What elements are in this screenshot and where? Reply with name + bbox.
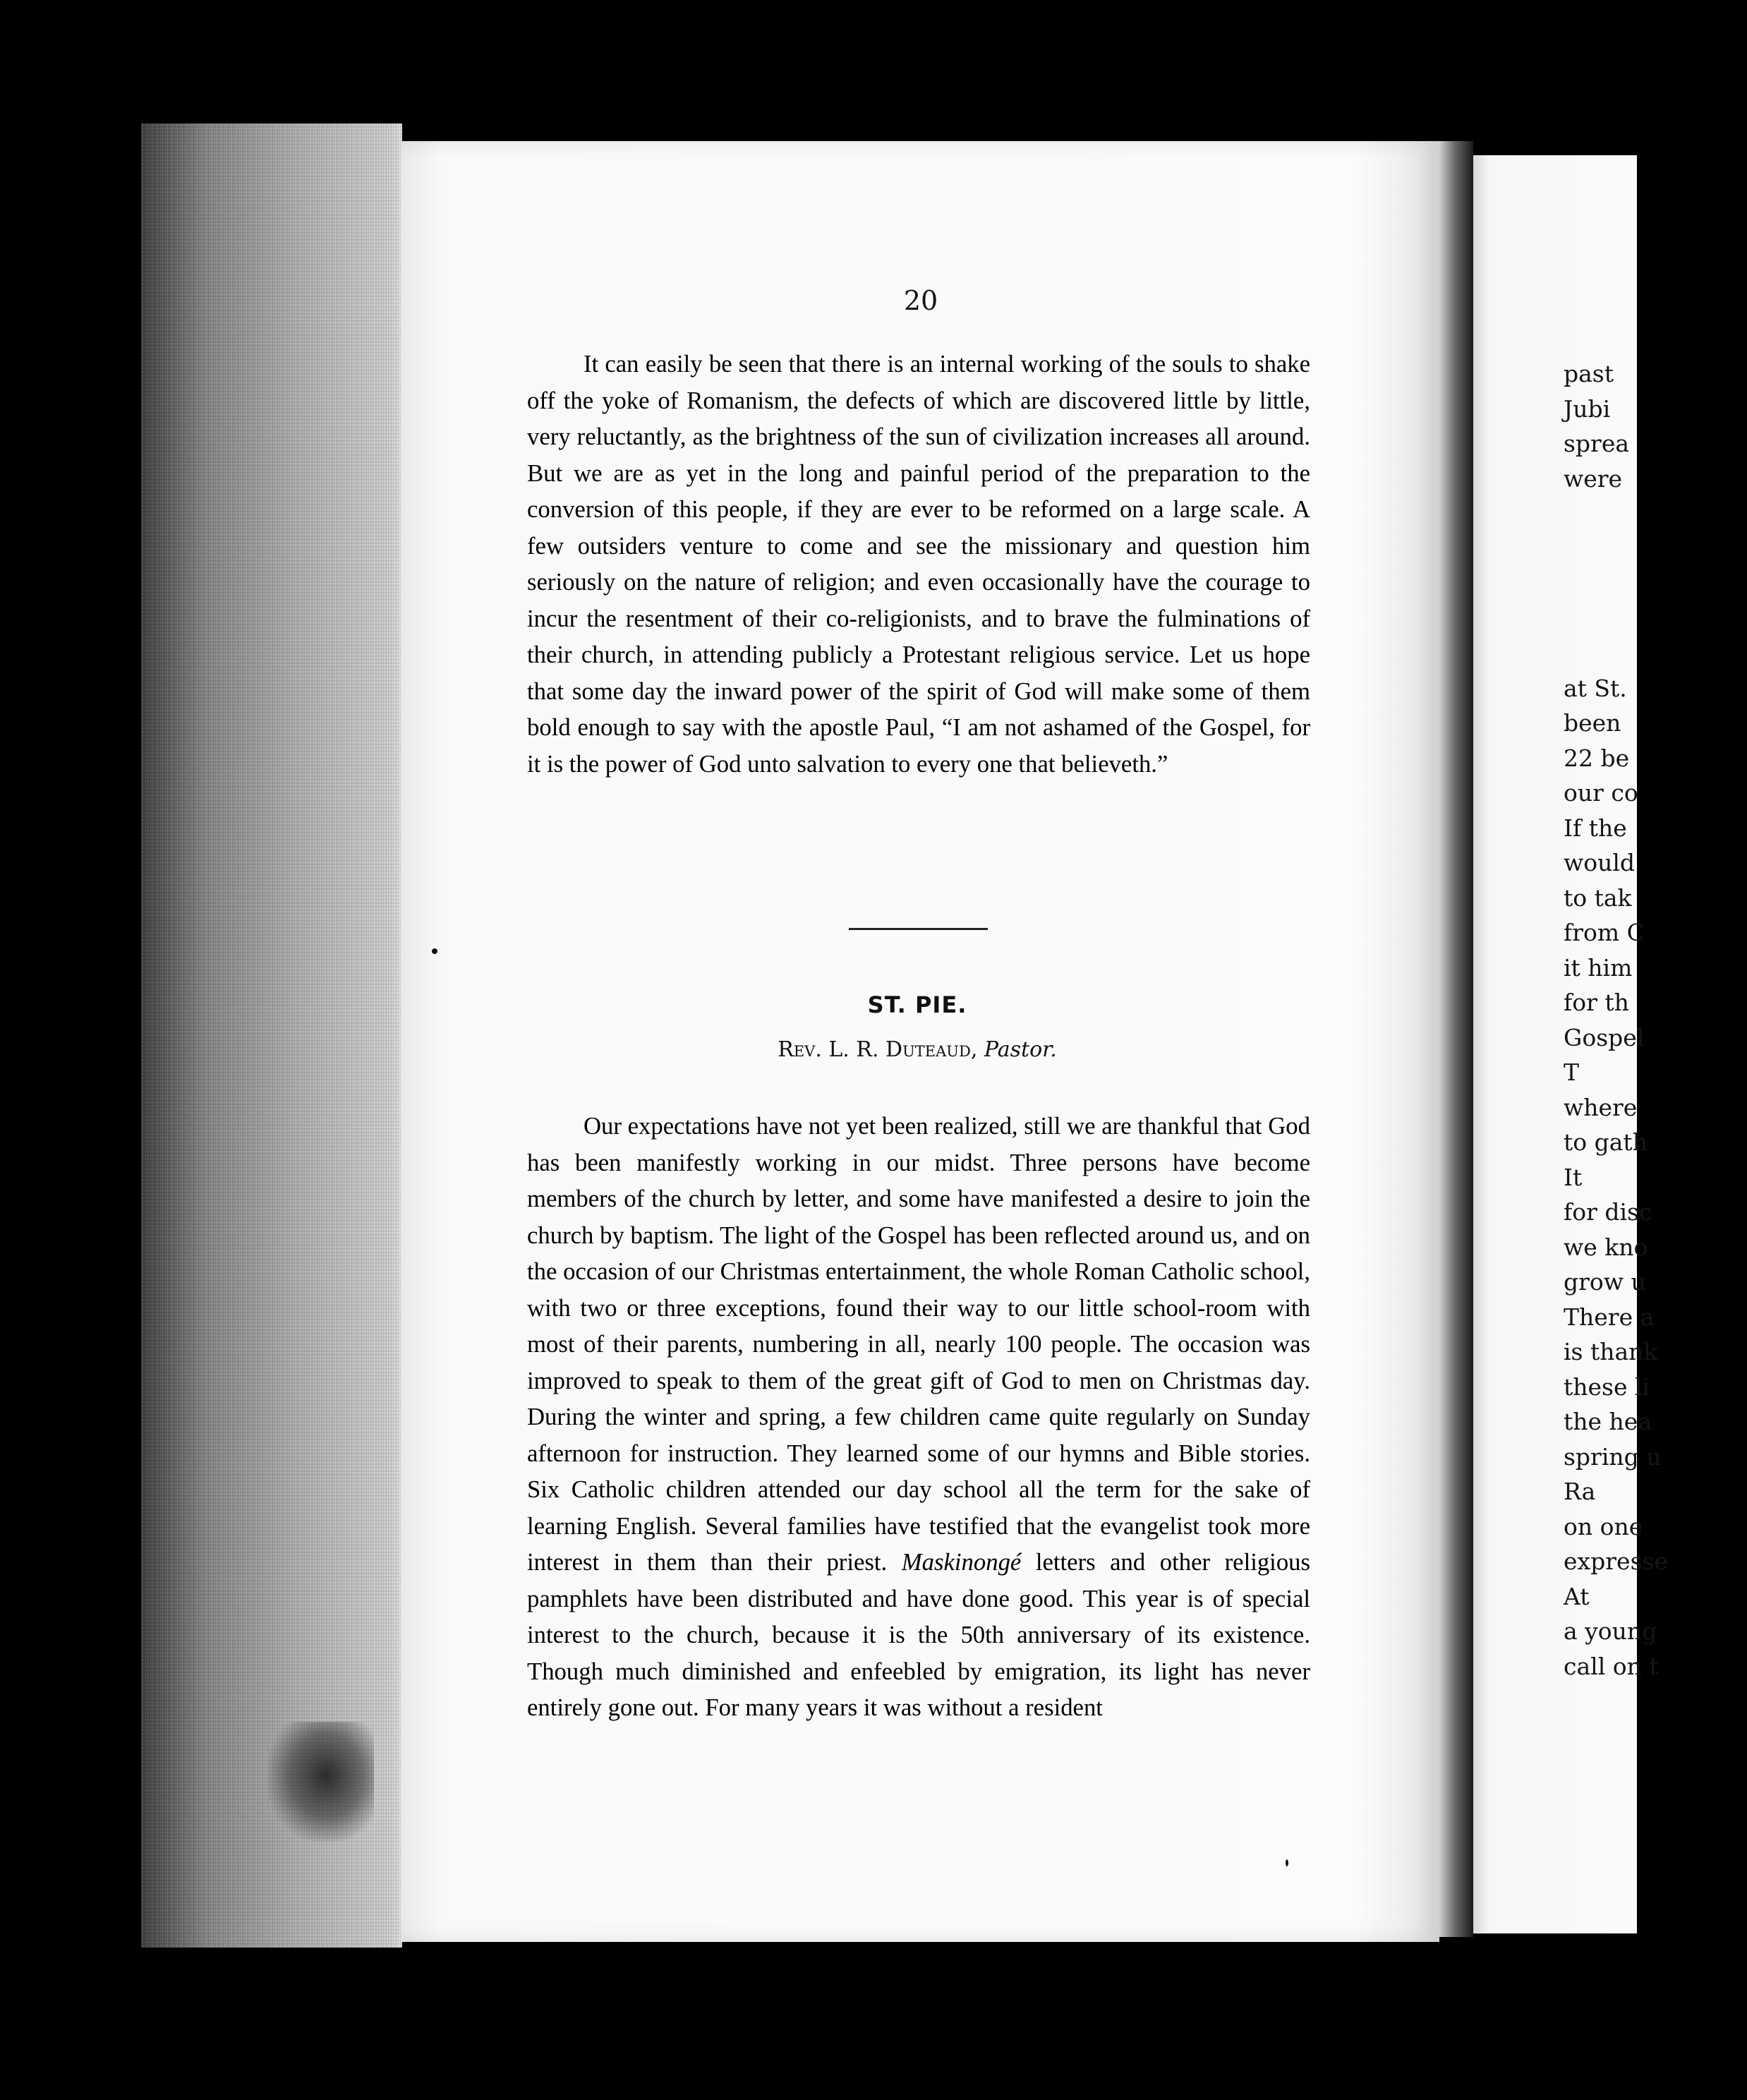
paragraph-2-text-b: letters and other religious pamphlets have been distributed and have done good. This year is of special interest to the church, because it is the 50th anniversary of its existence. Though much diminished and enfeebled by emigration, its light has never entirely gone out. For many years it was without a resident	[527, 1548, 1311, 1721]
facing-line: There a	[1564, 1303, 1655, 1331]
facing-line: past	[1564, 360, 1614, 387]
facing-line: at St.	[1564, 674, 1627, 702]
facing-line: been	[1564, 709, 1621, 737]
facing-line	[1564, 636, 1747, 671]
facing-line: on one	[1564, 1512, 1643, 1540]
facing-line: it him	[1564, 953, 1633, 982]
facing-line: our co	[1564, 779, 1638, 807]
body-paragraph-2	[527, 1108, 1310, 1726]
stray-mark	[1286, 1859, 1288, 1866]
facing-line: If the	[1564, 814, 1627, 842]
facing-line: Jubi	[1564, 394, 1611, 423]
page-number: 20	[903, 285, 938, 316]
facing-line: the hea	[1564, 1408, 1652, 1435]
facing-line: these li	[1564, 1372, 1650, 1401]
facing-line: spring u	[1564, 1442, 1662, 1471]
facing-line: Gospel	[1564, 1023, 1645, 1051]
paragraph-2-italic-word: Maskinongé	[901, 1548, 1022, 1576]
facing-line: is thank	[1564, 1338, 1658, 1365]
water-stain	[268, 1722, 374, 1842]
book-gutter	[1439, 141, 1473, 1937]
pastor-role: Pastor.	[984, 1037, 1057, 1062]
facing-line: were	[1564, 464, 1623, 493]
section-byline	[706, 1037, 1129, 1062]
facing-line: call on t	[1564, 1652, 1659, 1680]
facing-line: grow u	[1564, 1268, 1646, 1296]
stray-mark	[432, 948, 437, 954]
facing-line: where	[1564, 1093, 1638, 1121]
facing-line: we kno	[1564, 1233, 1648, 1261]
body-paragraph-1: It can easily be seen that there is an internal working of the souls to shake off the yoke of Romanism, the defects of which are discovered little by little, very reluctantly, as the brightness of the sun of civilization increases all around. But we are as yet in the long and painful period of the preparation to the conversion of this people, if they are ever to be reformed on a large scale. A few outsiders venture to come and see the missionary and question him seriously on the nature of religion; and even occasionally have the courage to incur the resentment of their co-religionists, and to brave the fulminations of their church, in attending publicly a Protestant religious service. Let us hope that some day the inward power of the spirit of God will make some of them bold enough to say with the apostle Paul, “I am not ashamed of the Gospel, for it is the power of God unto salvation to every one that believeth.”	[527, 350, 1310, 778]
facing-line	[1564, 496, 1747, 531]
facing-line: sprea	[1564, 430, 1630, 457]
facing-line: to gath	[1564, 1128, 1648, 1156]
facing-line	[1564, 531, 1747, 567]
facing-line: expresse	[1564, 1547, 1668, 1575]
paragraph-2-text-a: Our expectations have not yet been realized, still we are thankful that God has been manifestly working in our midst. Three persons have become members of the church by letter, and some have manifested a desire to join the church by baptism. The light of the Gospel has been reflected around us, and on the occasion of our Christmas entertainment, the whole Roman Catholic school, with two or three exceptions, found their way to our little school-room with most of their parents, numbering in all, nearly 100 people. The occasion was improved to speak to them of the great gift of God to men on Christmas day. During the winter and spring, a few children came quite regularly on Sunday afternoon for instruction. They learned some of our hymns and Bible stories. Six Catholic children attended our day school all the term for the sake of learning English. Several families have testified that the evangelist took more interest in them than their priest.	[527, 1112, 1310, 1576]
facing-line: for th	[1564, 989, 1629, 1016]
pastor-name: Rev. L. R. Duteaud,	[778, 1037, 978, 1062]
facing-line: At	[1564, 1582, 1590, 1610]
facing-line: for disc	[1564, 1198, 1652, 1226]
section-divider	[849, 928, 988, 930]
facing-line: from C	[1564, 919, 1645, 946]
facing-line: a young	[1564, 1617, 1657, 1645]
section-title: ST. PIE.	[867, 991, 967, 1018]
facing-page-text	[1564, 356, 1747, 1684]
facing-line: Ra	[1564, 1478, 1596, 1505]
facing-line: T	[1564, 1058, 1580, 1086]
facing-line: 22 be	[1564, 744, 1630, 772]
right-page	[1473, 155, 1668, 1933]
facing-line: would	[1564, 849, 1636, 876]
facing-line: to tak	[1564, 883, 1632, 912]
book-page-edge	[141, 123, 402, 1948]
facing-line: It	[1564, 1163, 1583, 1191]
facing-line	[1564, 566, 1747, 601]
facing-line	[1564, 601, 1747, 636]
